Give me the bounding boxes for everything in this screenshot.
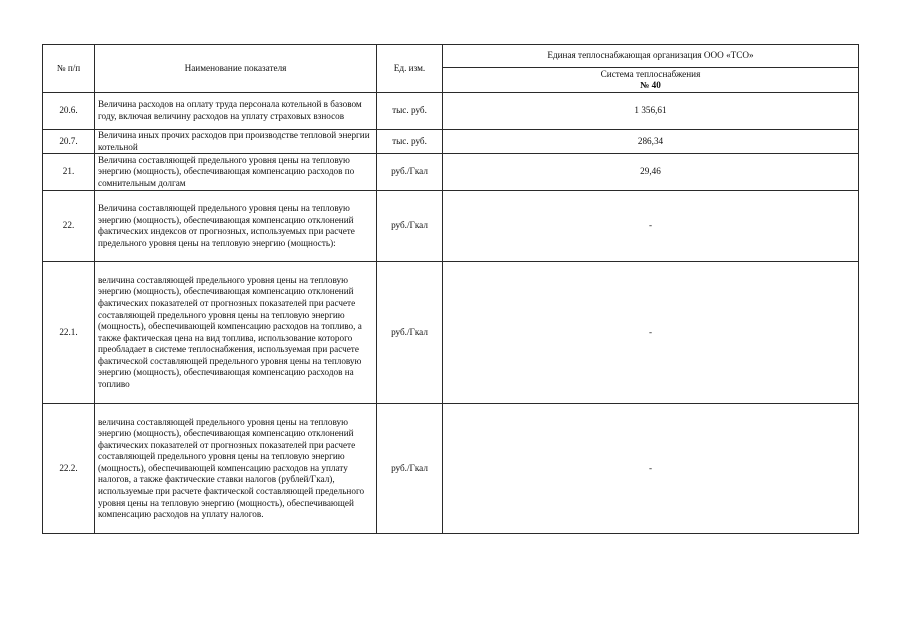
row-indicator-name: Величина составляющей предельного уровня цены на тепловую энергию (мощность), обеспечивающая компенсацию расходов по сомнительным долгам [95, 154, 377, 191]
row-indicator-name: Величина составляющей предельного уровня цены на тепловую энергию (мощность), обеспечивающая компенсацию отклонений фактических индексов от прогнозных, используемых при расчете предельного уровня цены на тепловую энергию (мощность): [95, 191, 377, 262]
row-number: 22. [43, 191, 95, 262]
row-number: 22.2. [43, 404, 95, 534]
table-row [43, 93, 859, 130]
row-value: 286,34 [443, 130, 859, 154]
table-header-row [43, 45, 859, 68]
row-indicator-name: Величина иных прочих расходов при производстве тепловой энергии котельной [95, 130, 377, 154]
header-number: № п/п [43, 45, 95, 93]
table-row [43, 262, 859, 404]
row-unit: руб./Гкал [377, 404, 443, 534]
row-unit: руб./Гкал [377, 154, 443, 191]
row-unit: тыс. руб. [377, 93, 443, 130]
header-heat-system [443, 68, 859, 93]
header-indicator-name: Наименование показателя [95, 45, 377, 93]
heat-system-number: № 40 [640, 80, 661, 90]
header-unit: Ед. изм. [377, 45, 443, 93]
row-indicator-name: величина составляющей предельного уровня цены на тепловую энергию (мощность), обеспечивающая компенсацию отклонений фактических показателей от прогнозных показателей при расчете составляющей предельного уровня цены на тепловую энергию (мощность), обеспечивающей компенсацию расходов на топливо, а также фактическая цена на вид топлива, использование которого преобладает в системе теплоснабжения, используемая при расчете фактической составляющей предельного уровня цены на тепловую энергию (мощность), обеспечивающая компенсацию расходов на топливо [95, 262, 377, 404]
row-number: 20.6. [43, 93, 95, 130]
row-indicator-name: Величина расходов на оплату труда персонала котельной в базовом году, включая величину расходов на уплату страховых взносов [95, 93, 377, 130]
heat-system-label: Система теплоснабжения [600, 69, 701, 79]
row-number: 22.1. [43, 262, 95, 404]
row-unit: тыс. руб. [377, 130, 443, 154]
table-row [43, 154, 859, 191]
header-organization: Единая теплоснабжающая организация ООО «ТСО» [443, 45, 859, 68]
row-value: - [443, 262, 859, 404]
indicator-table [42, 44, 859, 534]
row-unit: руб./Гкал [377, 191, 443, 262]
row-value: - [443, 404, 859, 534]
table-row [43, 404, 859, 534]
table-row [43, 130, 859, 154]
row-number: 21. [43, 154, 95, 191]
row-indicator-name: величина составляющей предельного уровня цены на тепловую энергию (мощность), обеспечивающая компенсацию отклонений фактических показателей от прогнозных показателей при расчете составляющей предельного уровня цены на тепловую энергию (мощность), обеспечивающей компенсацию расходов на уплату налогов, а также фактические ставки налогов (рублей/Гкал), используемые при расчете фактической составляющей предельного уровня цены на тепловую энергию (мощность), обеспечивающей компенсацию расходов на уплату налогов. [95, 404, 377, 534]
row-value: - [443, 191, 859, 262]
table-row [43, 191, 859, 262]
row-value: 1 356,61 [443, 93, 859, 130]
row-value: 29,46 [443, 154, 859, 191]
row-unit: руб./Гкал [377, 262, 443, 404]
row-number: 20.7. [43, 130, 95, 154]
